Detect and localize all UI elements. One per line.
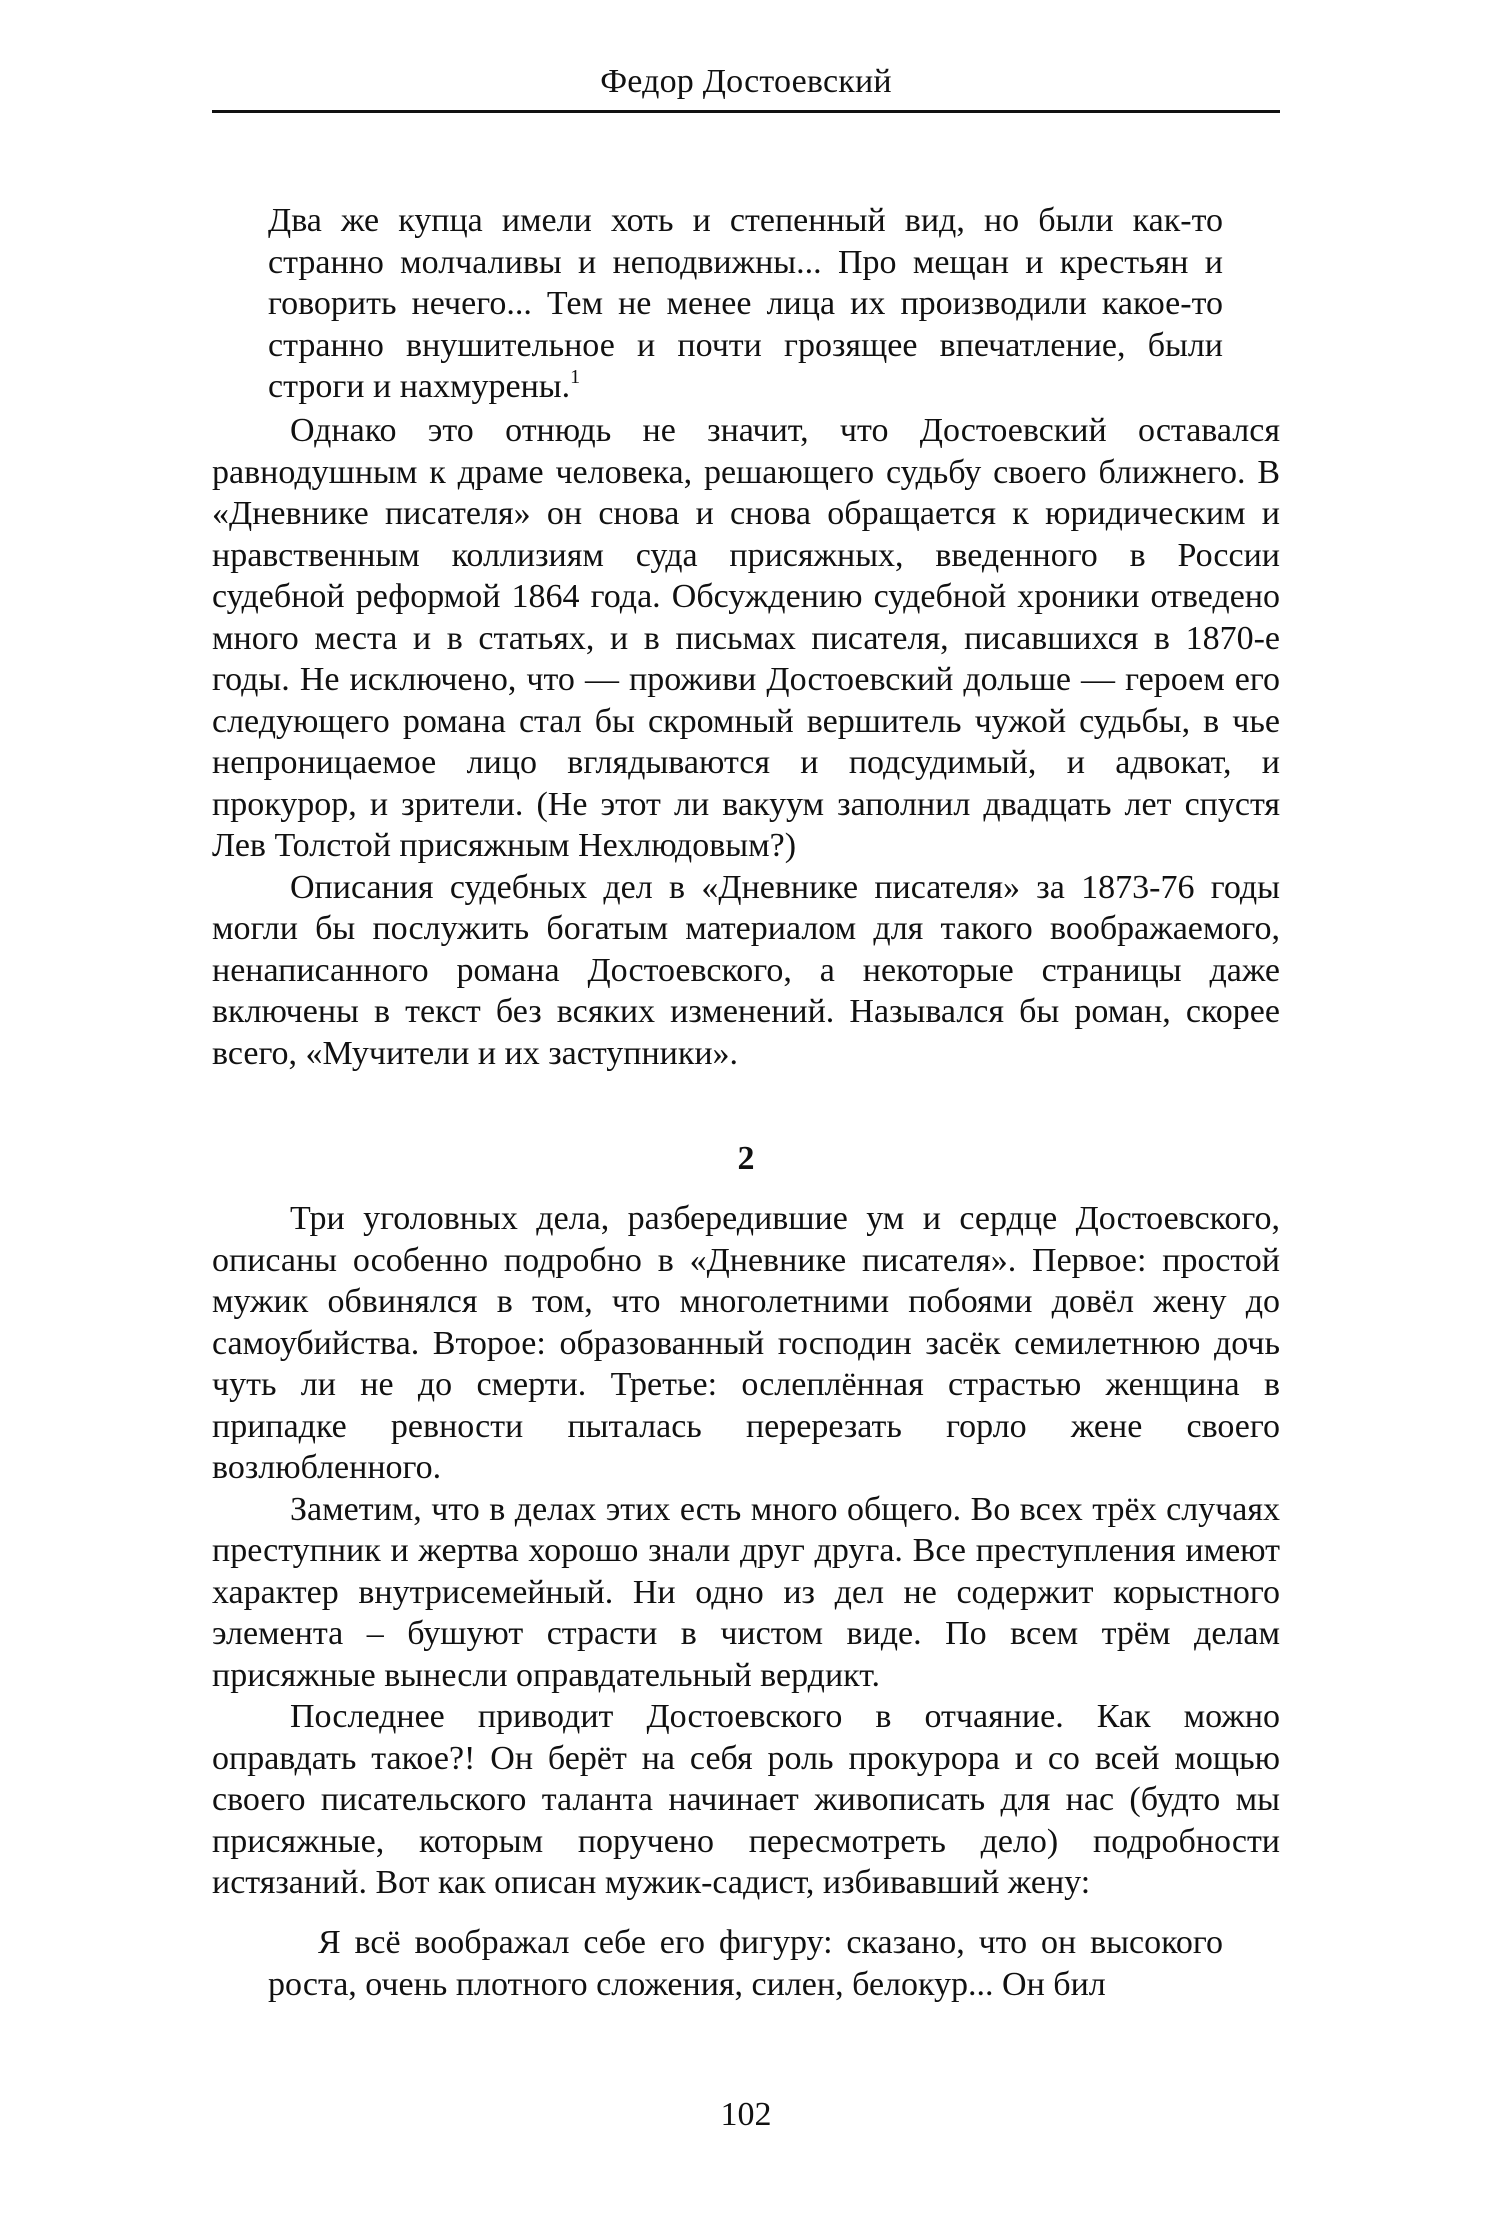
paragraph: Последнее приводит Достоевского в отчаяние. Как можно оправдать такое?! Он берёт на себя роль прокурора и со всей мощью своего писательского таланта начинает живописать для нас (будто мы присяжные, которым поручено пересмотреть дело) подробности истязаний. Вот как описан мужик-садист, избивавший жену: [212,1698,1280,1901]
section-2-body [212,1198,1280,1904]
quote-text: Два же купца имели хоть и степенный вид, но были как-то странно молчаливы и неподвижны... Про мещан и крестьян и говорить нечего... Тем не менее лица их производили какое-то странно внушительное и почти грозящее впечатление, были строги и нахмурены. [268,202,1223,405]
quote-paragraph: Я всё воображал себе его фигуру: сказано, что он высокого роста, очень плотного сложения, силен, белокур... Он бил [268,1924,1223,2003]
footnote-ref: 1 [570,366,581,388]
paragraph: Однако это отнюдь не значит, что Достоевский оставался равнодушным к драме человека, решающего судьбу своего ближнего. В «Дневнике писателя» он снова и снова обращается к юридическим и нравственным коллизиям суда присяжных, введенного в России судебной реформой 1864 года. Обсуждению судебной хроники отведено много места и в статьях, и в письмах писателя, писавшихся в 1870-е годы. Не исключено, что — проживи Достоевский дольше — героем его следующего романа стал бы скромный вершитель чужой судьбы, в чье непроницаемое лицо вглядываются и подсудимый, и адвокат, и прокурор, и зрители. (Не этот ли вакуум заполнил двадцать лет спустя Лев Толстой присяжным Нехлюдовым?) [212,412,1280,864]
header-rule [212,110,1280,113]
paragraph: Три уголовных дела, разбередившие ум и сердце Достоевского, описаны особенно подробно в «Дневнике писателя». Первое: простой мужик обвинялся в том, что многолетними побоями довёл жену до самоубийства. Второе: образованный господин засёк семилетнюю дочь чуть ли не до смерти. Третье: ослеплённая страстью женщина в припадке ревности пыталась перерезать горло жене своего возлюбленного. [212,1200,1280,1486]
block-quote-top [268,200,1223,408]
paragraph: Заметим, что в делах этих есть много общего. Во всех трёх случаях преступник и жертва хорошо знали друг друга. Все преступления имеют характер внутрисемейный. Ни одно из дел не содержит корыстного элемента – бушуют страсти в чистом виде. По всем трём делам присяжные вынесли оправдательный вердикт. [212,1490,1280,1694]
section-number: 2 [737,1140,755,1177]
page-number: 102 [720,2096,772,2133]
paragraph: Описания судебных дел в «Дневнике писателя» за 1873-76 годы могли бы послужить богатым материалом для такого воображаемого, ненаписанного романа Достоевского, а некоторые страницы даже включены в текст без всяких изменений. Назывался бы роман, скорее всего, «Мучители и их заступники». [212,868,1280,1072]
block-quote-bottom [268,1922,1223,2005]
quote-paragraph [268,200,1223,408]
running-title: Федор Достоевский [600,63,892,100]
section-1-body [212,410,1280,1074]
